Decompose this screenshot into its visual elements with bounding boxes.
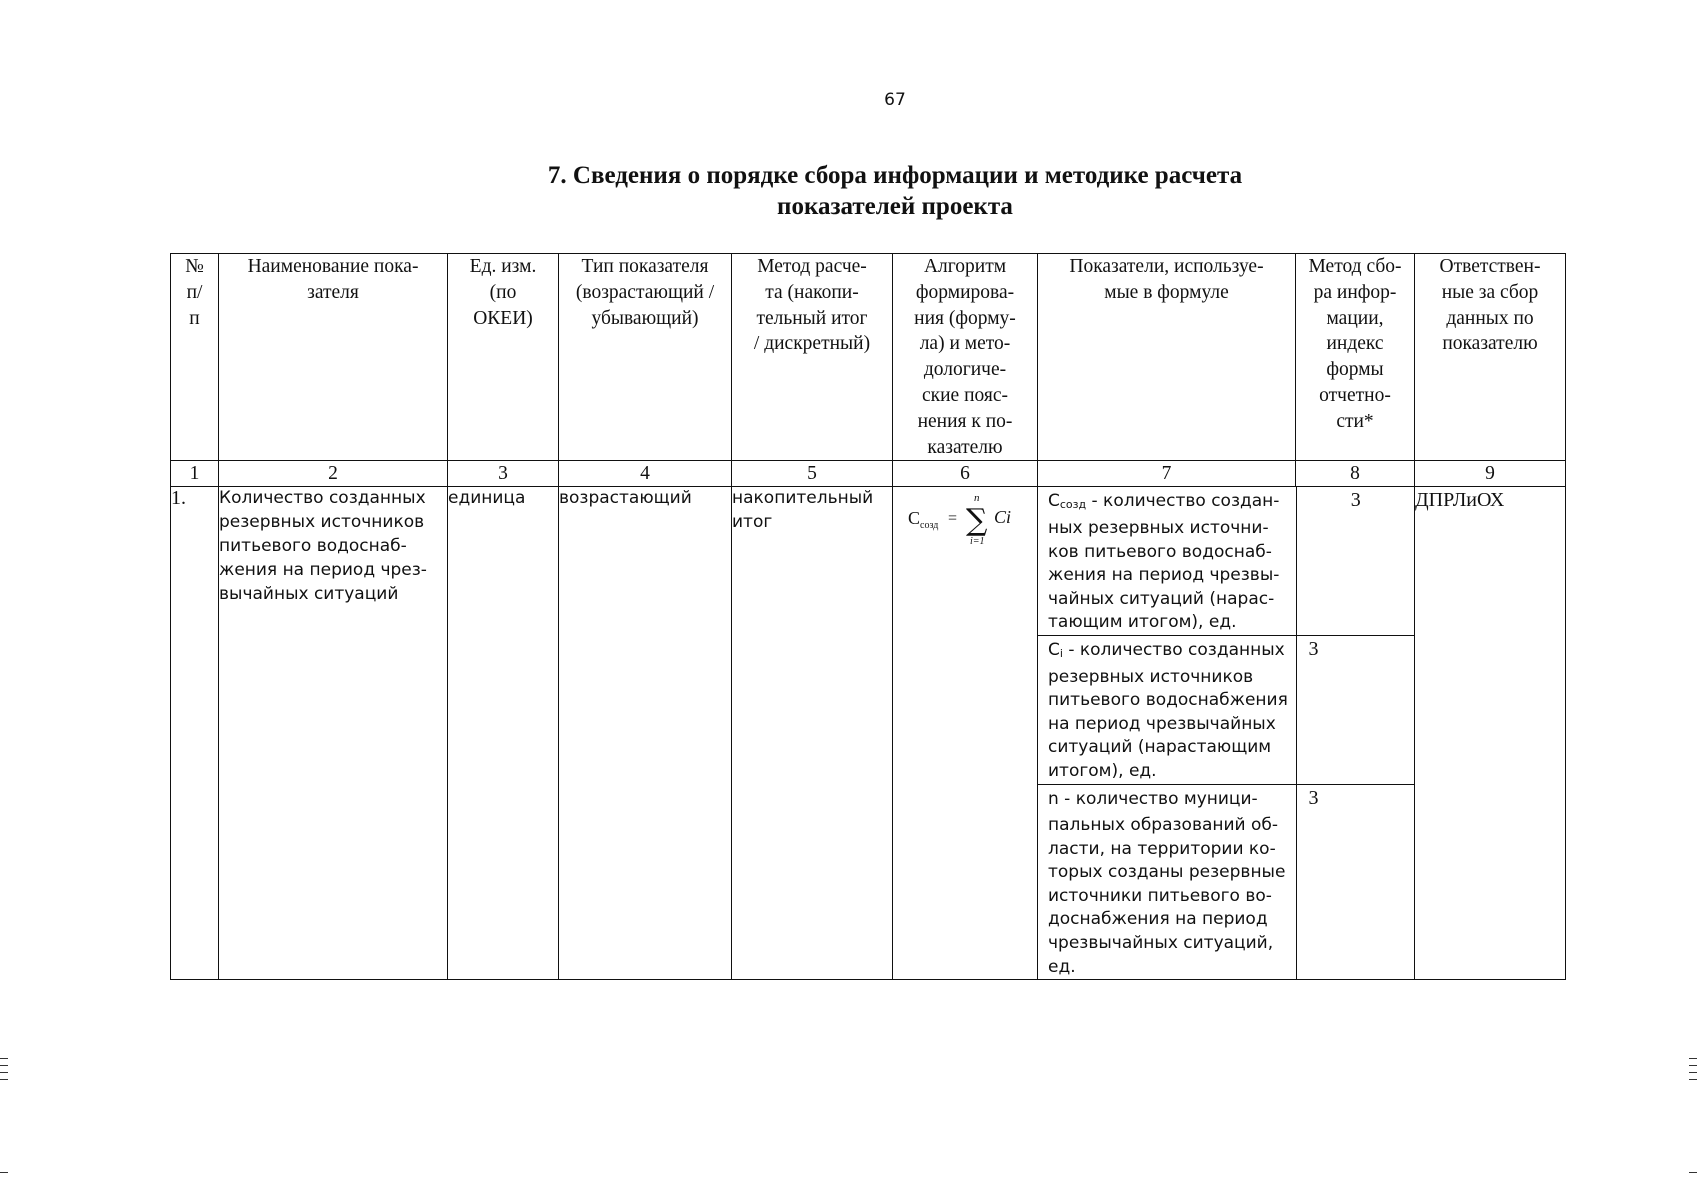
column-number: 5 — [732, 461, 893, 487]
formula-cell — [893, 487, 1038, 980]
indicator-type: возрастающий — [559, 487, 732, 980]
indicators-split-cell — [1038, 487, 1415, 980]
row-number: 1. — [171, 487, 219, 980]
table-row — [171, 487, 1566, 980]
title-line-2: показателей проекта — [777, 193, 1013, 220]
scan-edge-marks-right — [1689, 1058, 1697, 1086]
column-number: 1 — [171, 461, 219, 487]
column-number: 2 — [219, 461, 448, 487]
column-number: 3 — [448, 461, 559, 487]
column-number: 6 — [893, 461, 1038, 487]
indicator-name: Количество созданных резервных источников питьевого водоснаб-жения на период чрез-вычайных ситуаций — [219, 487, 448, 980]
formula-indicators-table — [1038, 487, 1415, 979]
indicators-table — [170, 253, 1566, 980]
sum-formula — [893, 489, 1037, 555]
header-cell: Ответствен- ные за сбор данных по показателю — [1415, 254, 1566, 461]
responsible-cell: ДПРЛиОХ — [1415, 487, 1566, 980]
header-cell: Наименование пока- зателя — [219, 254, 448, 461]
formula-indicator — [1038, 784, 1296, 979]
indicator-symbol: С — [1048, 639, 1060, 660]
scan-edge-mark — [0, 1172, 8, 1173]
header-cell: Тип показателя (возрастающий / убывающий) — [559, 254, 732, 461]
indicator-symbol: С — [1048, 491, 1060, 512]
formula-lhs-subscript: созд — [920, 520, 939, 532]
header-cell: № п/ п — [171, 254, 219, 461]
header-cell: Метод расче- та (накопи- тельный итог / дискретный) — [732, 254, 893, 461]
collection-method: 3 — [1350, 489, 1361, 512]
indicator-text: - количество создан-ных резервных источни-ков питьевого водоснаб-жения на период чрезвы-чайных ситуаций (нарас-тающим итогом), ед. — [1048, 491, 1280, 633]
formula-graphic — [906, 489, 1024, 547]
scan-edge-mark — [1689, 1172, 1697, 1173]
title-line-1: 7. Сведения о порядке сбора информации и методике расчета — [547, 162, 1243, 189]
formula-lhs: C — [908, 508, 921, 529]
indicator-text: - количество созданных резервных источников питьевого водоснабжения на период чрезвычайных ситуаций (нарастающим итогом), ед. — [1048, 639, 1288, 781]
collection-method: 3 — [1296, 635, 1415, 784]
sigma-icon: ∑ — [966, 503, 988, 539]
formula-indicator-row — [1038, 635, 1415, 784]
formula-indicator — [1038, 635, 1296, 784]
formula-equals: = — [948, 510, 958, 528]
formula-indicator — [1038, 487, 1296, 635]
header-cell: Ед. изм. (по ОКЕИ) — [448, 254, 559, 461]
page-number: 67 — [884, 90, 906, 110]
unit-cell: единица — [448, 487, 559, 980]
header-cell: Метод сбо- ра инфор- мации, индекс формы отчетно- сти* — [1296, 254, 1415, 461]
formula-indicator-row — [1038, 487, 1415, 635]
column-number: 8 — [1296, 461, 1415, 487]
indicator-symbol-subscript: созд — [1059, 498, 1087, 512]
formula-rhs: Ci — [994, 507, 1012, 528]
column-number: 7 — [1038, 461, 1296, 487]
calc-method: накопительный итог — [732, 487, 893, 980]
sum-lower-limit: i=1 — [970, 536, 985, 548]
indicator-text: n - количество муници-пальных образований об-ласти, на территории ко-торых созданы резервные источники питьевого во-доснабжения на период чрезвычайных ситуаций, ед. — [1048, 788, 1286, 977]
document-title — [0, 160, 1697, 222]
header-cell: Алгоритм формирова- ния (форму- ла) и мето- дологиче- ские пояс- нения к по- казателю — [893, 254, 1038, 461]
column-number: 9 — [1415, 461, 1566, 487]
header-row — [171, 254, 1566, 461]
collection-method: 3 — [1296, 784, 1415, 979]
formula-indicator-row — [1038, 784, 1415, 979]
column-number: 4 — [559, 461, 732, 487]
column-number-row — [171, 461, 1566, 487]
header-cell: Показатели, используе- мые в формуле — [1038, 254, 1296, 461]
indicator-symbol-subscript: i — [1059, 646, 1063, 660]
scan-edge-marks-left — [0, 1058, 8, 1086]
sum-upper-limit: n — [974, 492, 980, 505]
